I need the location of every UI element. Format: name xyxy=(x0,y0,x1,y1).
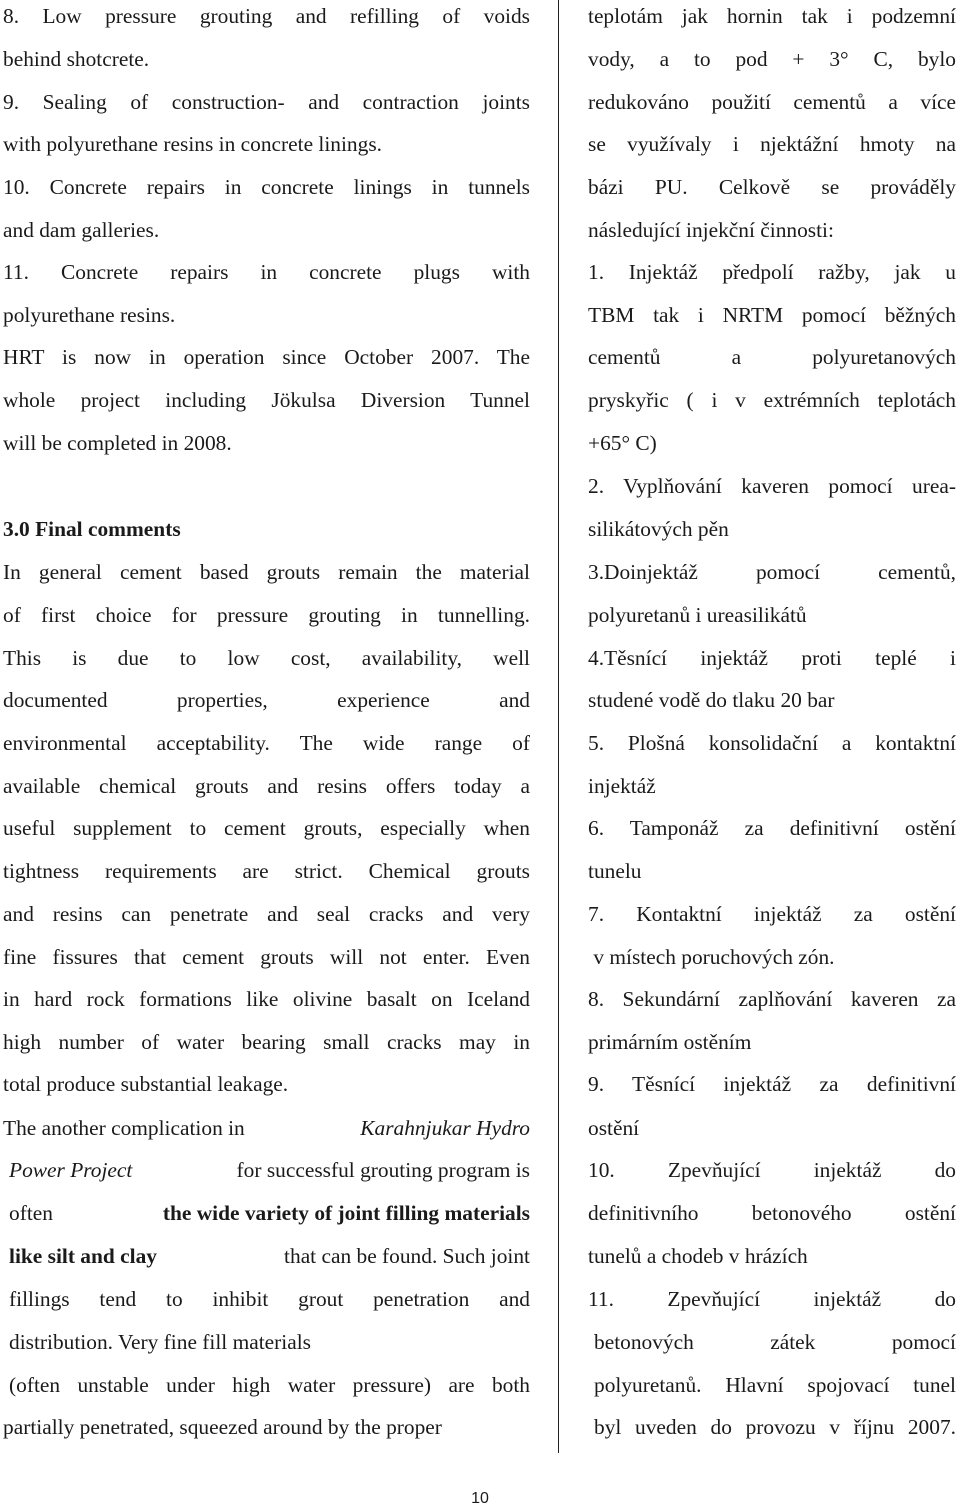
text-line: fine fissures that cement grouts will not enter. Even xyxy=(3,945,530,969)
text-line: byl uveden do provozu v říjnu 2007. xyxy=(594,1415,956,1439)
text-line: 7. Kontaktní injektáž za ostění xyxy=(588,902,956,926)
text-line: pryskyřic ( i v extrémních teplotách xyxy=(588,388,956,412)
text-line: silikátových pěn xyxy=(588,517,729,541)
text-line: (often unstable under high water pressure) are both xyxy=(9,1373,530,1397)
text-line: high number of water bearing small cracks may in xyxy=(3,1030,530,1054)
text-line: tunelů a chodeb v hrázích xyxy=(588,1244,808,1268)
text-line: This is due to low cost, availability, well xyxy=(3,646,530,670)
text-line: betonových zátek pomocí xyxy=(594,1330,956,1354)
text-line: redukováno použití cementů a více xyxy=(588,90,956,114)
text-line: and dam galleries. xyxy=(3,218,160,242)
text-line: +65° C) xyxy=(588,431,657,455)
text-line: 3.Doinjektáž pomocí cementů, xyxy=(588,560,956,584)
text-line: teplotám jak hornin tak i podzemní xyxy=(588,4,956,28)
text-line: studené vodě do tlaku 20 bar xyxy=(588,688,835,712)
text-line: injektáž xyxy=(588,774,656,798)
text-line: 8. Sekundární zaplňování kaveren za xyxy=(588,987,956,1011)
text-line: 8. Low pressure grouting and refilling of voids xyxy=(3,4,530,28)
text-line: and resins can penetrate and seal cracks and very xyxy=(3,902,530,926)
text-line: tunelu xyxy=(588,859,642,883)
text-line: ostění xyxy=(588,1116,640,1140)
text-line: 10. Concrete repairs in concrete linings in tunnels xyxy=(3,175,530,199)
text-line: tightness requirements are strict. Chemical grouts xyxy=(3,859,530,883)
text-line: cementů a polyuretanových xyxy=(588,345,956,369)
text-line: se využívaly i njektážní hmoty na xyxy=(588,132,956,156)
text-line: distribution. Very fine fill materials xyxy=(9,1330,311,1354)
text-line xyxy=(3,1243,530,1269)
text-line: vody, a to pod + 3° C, bylo xyxy=(588,47,956,71)
text-line: In general cement based grouts remain the material xyxy=(3,560,530,584)
text-line: 5. Plošná konsolidační a kontaktní xyxy=(588,731,956,755)
text-line: available chemical grouts and resins offers today a xyxy=(3,774,530,798)
text-line: useful supplement to cement grouts, especially when xyxy=(3,816,530,840)
text-line: 1. Injektáž předpolí ražby, jak u xyxy=(588,260,956,284)
text-line: primárním ostěním xyxy=(588,1030,752,1054)
text-line: 9. Těsnící injektáž za definitivní xyxy=(588,1072,956,1096)
text-line: documented properties, experience and xyxy=(3,688,530,712)
text-line: polyuretanů i ureasilikátů xyxy=(588,603,807,627)
text-line: 11. Concrete repairs in concrete plugs with xyxy=(3,260,530,284)
text-line: 4.Těsnící injektáž proti teplé i xyxy=(588,646,956,670)
text-line: total produce substantial leakage. xyxy=(3,1072,289,1096)
text-line: polyuretanů. Hlavní spojovací tunel xyxy=(594,1373,956,1397)
text-line: with polyurethane resins in concrete linings. xyxy=(3,132,382,156)
text-line: 10. Zpevňující injektáž do xyxy=(588,1158,956,1182)
section-heading: 3.0 Final comments xyxy=(3,517,181,541)
text-line: fillings tend to inhibit grout penetration and xyxy=(9,1287,530,1311)
text-line: whole project including Jökulsa Diversion Tunnel xyxy=(3,388,530,412)
text-line: HRT is now in operation since October 2007. The xyxy=(3,345,530,369)
text-line: TBM tak i NRTM pomocí běžných xyxy=(588,303,956,327)
text-line: bázi PU. Celkově se prováděly xyxy=(588,175,956,199)
text-line: definitivního betonového ostění xyxy=(588,1201,956,1225)
text-line: polyurethane resins. xyxy=(3,303,176,327)
page-number: 10 xyxy=(471,1490,489,1507)
column-divider xyxy=(558,0,559,1453)
text-segment: often xyxy=(9,1201,59,1225)
text-line: will be completed in 2008. xyxy=(3,431,232,455)
bold-phrase: like silt and clay xyxy=(9,1244,157,1268)
text-line: behind shotcrete. xyxy=(3,47,150,71)
text-line xyxy=(3,1115,530,1141)
bold-phrase: the wide variety of joint filling materials xyxy=(162,1201,530,1225)
text-line: 9. Sealing of construction- and contraction joints xyxy=(3,90,530,114)
text-line: 6. Tamponáž za definitivní ostění xyxy=(588,816,956,840)
text-line: 2. Vyplňování kaveren pomocí urea- xyxy=(588,474,956,498)
text-line: 11. Zpevňující injektáž do xyxy=(588,1287,956,1311)
text-segment: The another complication in xyxy=(3,1116,251,1140)
text-segment: for successful grouting program is xyxy=(231,1158,530,1182)
text-line: partially penetrated, squeezed around by the proper xyxy=(3,1415,442,1439)
text-line: in hard rock formations like olivine basalt on Iceland xyxy=(3,987,530,1011)
text-line: následující injekční činnosti: xyxy=(588,218,834,242)
text-line: v místech poruchových zón. xyxy=(588,945,835,969)
text-line xyxy=(3,1200,530,1226)
project-name-italic: Power Project xyxy=(9,1158,133,1182)
text-line: of first choice for pressure grouting in tunnelling. xyxy=(3,603,530,627)
text-line xyxy=(3,1157,530,1183)
text-segment: that can be found. Such joint xyxy=(278,1244,530,1268)
project-name-italic: Karahnjukar Hydro xyxy=(360,1116,530,1140)
text-line: environmental acceptability. The wide range of xyxy=(3,731,530,755)
